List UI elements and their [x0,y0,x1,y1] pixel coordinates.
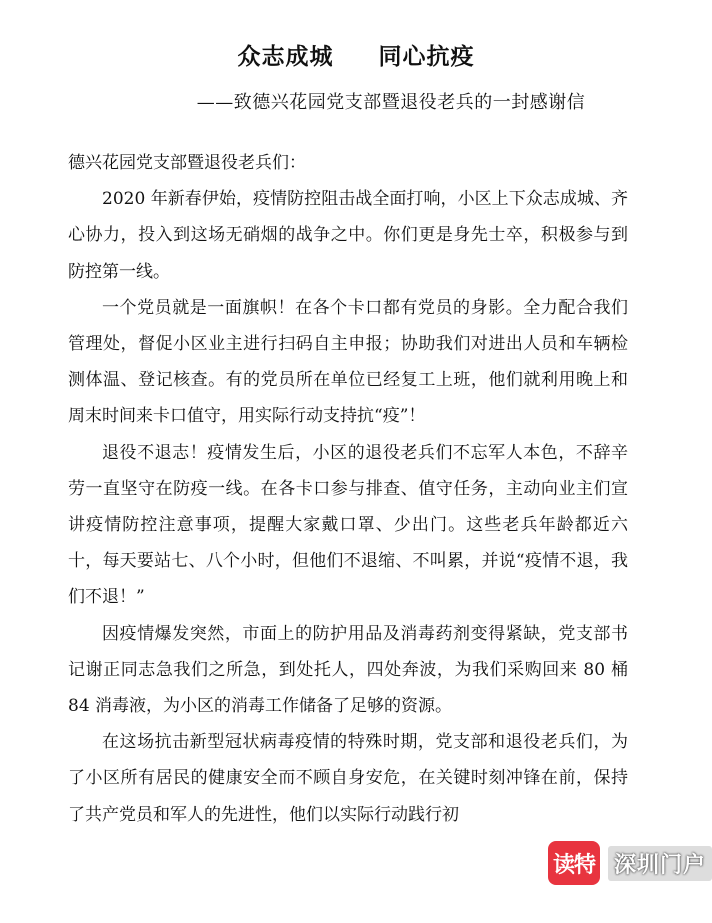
paragraph: 在这场抗击新型冠状病毒疫情的特殊时期，党支部和退役老兵们，为了小区所有居民的健康安全而不顾自身安危，在关键时刻冲锋在前，保持了共产党员和军人的先进性，他们以实际行动践行初 [68,732,628,825]
paragraph: 退役不退志！疫情发生后，小区的退役老兵们不忘军人本色，不辞辛劳一直坚守在防疫一线。在各卡口参与排查、值守任务，主动向业主们宣讲疫情防控注意事项，提醒大家戴口罩、少出门。这些老兵年龄都近六十，每天要站七、八个小时，但他们不退缩、不叫累，并说“疫情不退，我们不退！” [68,442,628,608]
letter-body [68,145,628,833]
dute-logo-icon: 读特 [548,841,600,885]
paragraph: 因疫情爆发突然，市面上的防护用品及消毒药剂变得紧缺，党支部书记谢正同志急我们之所急，到处托人，四处奔波，为我们采购回来 80 桶 84 消毒液，为小区的消毒工作储备了足够的资源。 [68,623,628,717]
letter-title: 众志成城 同心抗疫 [237,44,475,70]
letter-subtitle: ——致德兴花园党支部暨退役老兵的一封感谢信 [196,92,586,113]
watermark-label: 深圳门户 [608,846,712,881]
paragraph: 一个党员就是一面旗帜！在各个卡口都有党员的身影。全力配合我们管理处，督促小区业主进行扫码自主申报；协助我们对进出人员和车辆检测体温、登记核查。有的党员所在单位已经复工上班，他们就利用晚上和周末时间来卡口值守，用实际行动支持抗“疫”！ [68,297,628,427]
source-watermark [548,841,712,885]
salutation: 德兴花园党支部暨退役老兵们： [68,153,306,173]
paragraph: 2020 年新春伊始，疫情防控阻击战全面打响，小区上下众志成城、齐心协力，投入到这场无硝烟的战争之中。你们更是身先士卒，积极参与到防控第一线。 [68,189,628,282]
